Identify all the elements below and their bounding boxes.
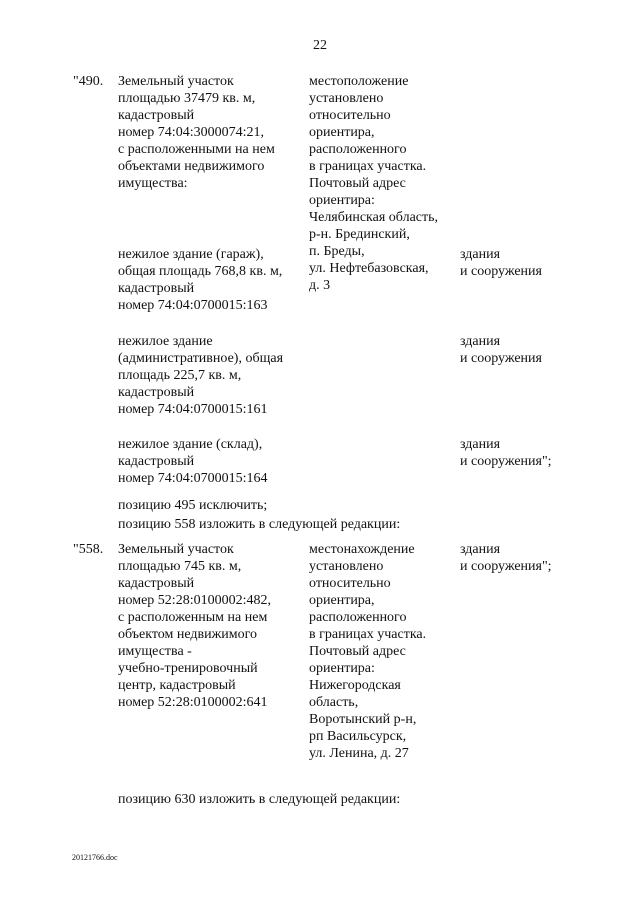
entry-490-location: местоположение установлено относительно ориентира, расположенного в границах участка. Почтовый адрес ориентира: Челябинская область, р-н. Брединский, п. Бреды, ул. Нефтебазовская, д. 3 [309, 74, 438, 293]
entry-490-description: Земельный участок площадью 37479 кв. м, кадастровый номер 74:04:3000074:21, с расположенными на нем объектами недвижимого имущества: [118, 74, 275, 191]
entry-490-object-2-description: нежилое здание (административное), общая площадь 225,7 кв. м, кадастровый номер 74:04:0700015:161 [118, 334, 284, 417]
entry-558-category: здания и сооружения"; [460, 542, 552, 574]
entry-490-object-1-description: нежилое здание (гараж), общая площадь 768,8 кв. м, кадастровый номер 74:04:0700015:163 [118, 247, 283, 313]
footer-filename: 20121766.doc [72, 853, 118, 862]
instruction-495: позицию 495 исключить; [118, 498, 268, 513]
entry-558-description: Земельный участок площадью 745 кв. м, кадастровый номер 52:28:0100002:482, с расположенным на нем объектом недвижимого имущества - учебно-тренировочный центр, кадастровый номер 52:28:0100002:641 [118, 542, 271, 710]
entry-490-number: "490. [73, 74, 104, 89]
instruction-630: позицию 630 изложить в следующей редакции: [118, 792, 401, 807]
entry-490-object-2-category: здания и сооружения [460, 334, 542, 366]
entry-490-object-3-category: здания и сооружения"; [460, 437, 552, 469]
entry-558-location: местонахождение установлено относительно ориентира, расположенного в границах участка. Почтовый адрес ориентира: Нижегородская область, Воротынский р-н, рп Васильсурск, ул. Ленина, д. 27 [309, 542, 427, 761]
instruction-558: позицию 558 изложить в следующей редакции: [118, 517, 401, 532]
entry-490-object-1-category: здания и сооружения [460, 247, 542, 279]
entry-558-number: "558. [73, 542, 104, 557]
entry-490-object-3-description: нежилое здание (склад), кадастровый номер 74:04:0700015:164 [118, 437, 268, 486]
page-number: 22 [313, 38, 327, 53]
